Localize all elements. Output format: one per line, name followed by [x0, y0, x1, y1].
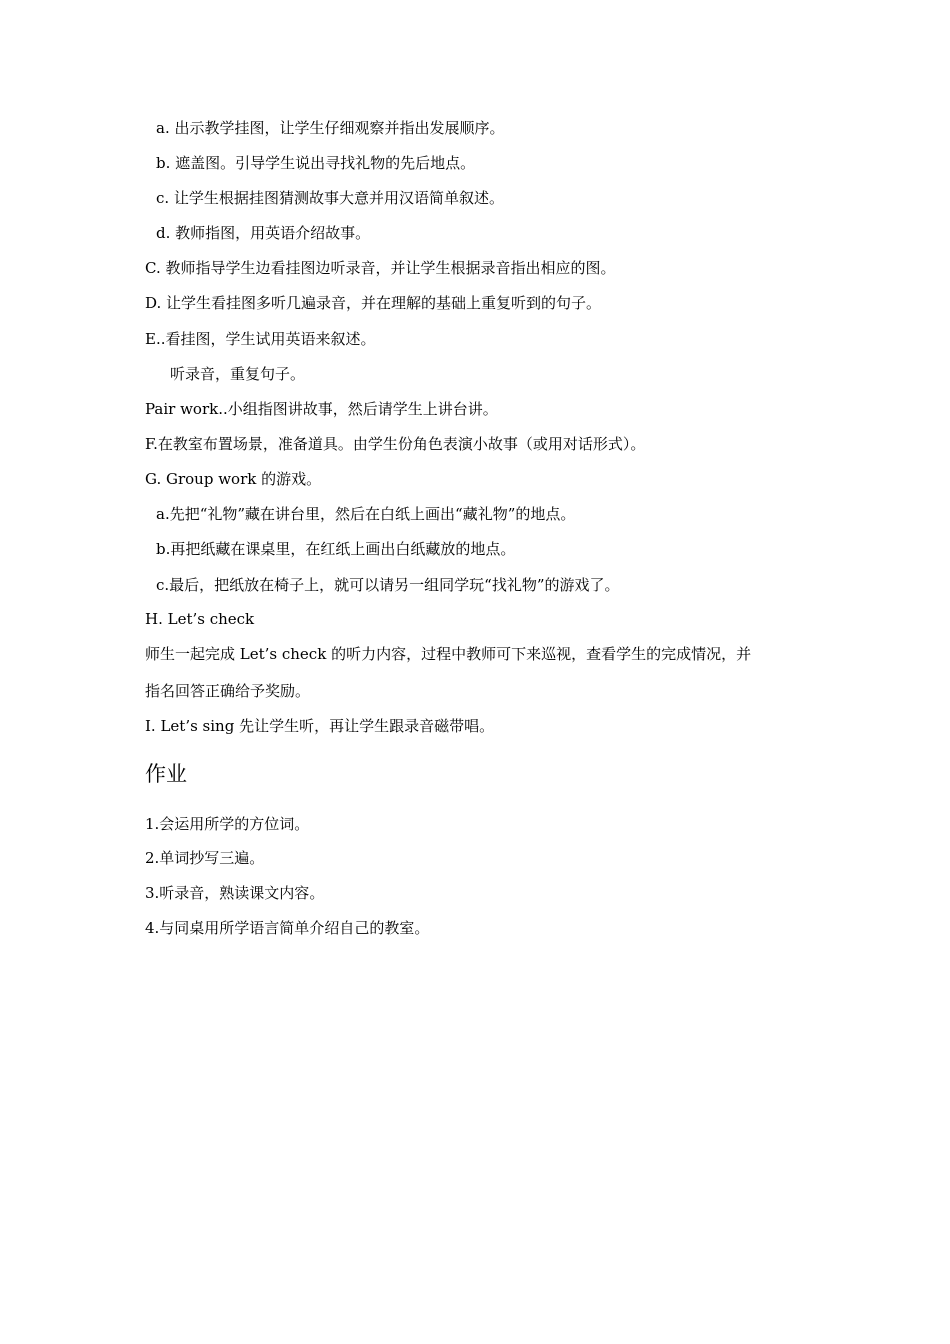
step-F: F.在教室布置场景，准备道具。由学生份角色表演小故事（或用对话形式）。 — [145, 435, 646, 453]
homework-heading: 作业 — [145, 762, 187, 786]
step-H-desc-2: 指名回答正确给予奖励。 — [145, 682, 311, 700]
step-G-c: c.最后，把纸放在椅子上，就可以请另一组同学玩“找礼物”的游戏了。 — [156, 576, 620, 594]
step-C: C. 教师指导学生边看挂图边听录音，并让学生根据录音指出相应的图。 — [145, 259, 616, 277]
homework-item-1: 1.会运用所学的方位词。 — [145, 815, 310, 833]
step-G-a: a.先把“礼物”藏在讲台里，然后在白纸上画出“藏礼物”的地点。 — [156, 505, 576, 523]
homework-item-2: 2.单词抄写三遍。 — [145, 849, 265, 867]
step-c: c. 让学生根据挂图猜测故事大意并用汉语简单叙述。 — [156, 189, 504, 207]
step-G-b: b.再把纸藏在课桌里，在红纸上画出白纸藏放的地点。 — [156, 540, 516, 558]
step-I: I. Let’s sing 先让学生听，再让学生跟录音磁带唱。 — [145, 717, 495, 735]
step-b: b. 遮盖图。引导学生说出寻找礼物的先后地点。 — [156, 154, 476, 172]
step-E: E..看挂图，学生试用英语来叙述。 — [145, 330, 376, 348]
homework-item-4: 4.与同桌用所学语言简单介绍自己的教室。 — [145, 919, 430, 937]
step-G: G. Group work 的游戏。 — [145, 470, 322, 488]
step-H: H. Let’s check — [145, 610, 255, 628]
step-d: d. 教师指图，用英语介绍故事。 — [156, 224, 371, 242]
step-D: D. 让学生看挂图多听几遍录音，并在理解的基础上重复听到的句子。 — [145, 294, 602, 312]
step-H-desc-1: 师生一起完成 Let’s check 的听力内容，过程中教师可下来巡视，查看学生的完成情况，并 — [145, 645, 752, 663]
homework-item-3: 3.听录音，熟读课文内容。 — [145, 884, 325, 902]
step-pair-work: Pair work..小组指图讲故事，然后请学生上讲台讲。 — [145, 400, 498, 418]
step-E-sub: 听录音，重复句子。 — [170, 365, 306, 383]
step-a: a. 出示教学挂图，让学生仔细观察并指出发展顺序。 — [156, 119, 505, 137]
